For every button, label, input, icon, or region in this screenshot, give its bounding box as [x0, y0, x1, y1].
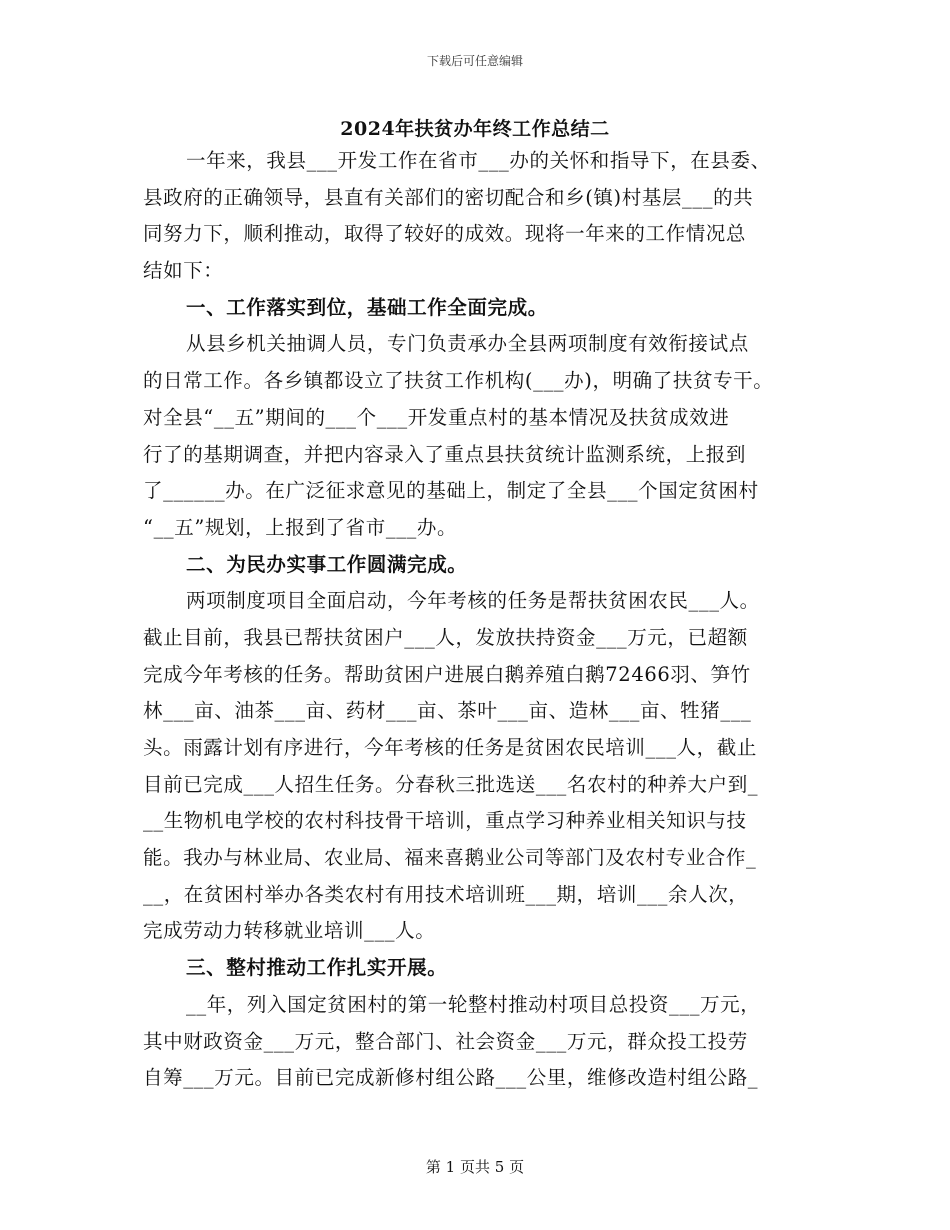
body-text-line: 从县乡机关抽调人员，专门负责承办全县两项制度有效衔接试点 [186, 332, 749, 356]
body-text-line: 目前已完成___人招生任务。分春秋三批选送___名农村的种养大户到_ [143, 772, 759, 796]
body-text-line: 对全县“__五”期间的___个___开发重点村的基本情况及扶贫成效进 [143, 405, 730, 429]
body-text-line: __生物机电学校的农村科技骨干培训，重点学习种养业相关知识与技 [143, 809, 747, 833]
body-text-line: __，在贫困村举办各类农村有用技术培训班___期，培训___余人次， [143, 882, 749, 906]
body-text-line: 自筹___万元。目前已完成新修村组公路___公里，维修改造村组公路_ [143, 1066, 759, 1090]
section-heading: 二、为民办实事工作圆满完成。 [186, 552, 468, 576]
body-text-line: 结如下： [143, 259, 224, 283]
body-text-line: 同努力下，顺利推动，取得了较好的成效。现将一年来的工作情况总 [143, 222, 747, 246]
body-text-line: 其中财政资金___万元，整合部门、社会资金___万元，群众投工投劳 [143, 1029, 748, 1053]
document-body [143, 143, 823, 1097]
body-text-line: 林___亩、油茶___亩、药材___亩、茶叶___亩、造林___亩、牲猪___ [143, 699, 752, 723]
section-heading: 一、工作落实到位，基础工作全面完成。 [186, 295, 548, 319]
body-text-line: “__五”规划，上报到了省市___办。 [143, 515, 458, 539]
body-text-line: 头。雨露计划有序进行，今年考核的任务是贫困农民培训___人，截止 [143, 736, 757, 759]
body-text-line: 完成今年考核的任务。帮助贫困户进展白鹅养殖白鹅72466羽、笋竹 [143, 662, 751, 686]
body-text-line: 完成劳动力转移就业培训___人。 [143, 919, 436, 943]
body-text-line: 能。我办与林业局、农业局、福来喜鹅业公司等部门及农村专业合作_ [143, 846, 757, 870]
page-number: 第 1 页共 5 页 [425, 1158, 525, 1176]
body-text-line: 两项制度项目全面启动，今年考核的任务是帮扶贫困农民___人。 [186, 589, 760, 613]
body-text-line: 了______办。在广泛征求意见的基础上，制定了全县___个国定贫困村 [143, 479, 759, 503]
body-text-line: 截止目前，我县已帮扶贫困户___人，发放扶持资金___万元，已超额 [143, 625, 748, 649]
body-text-line: __年，列入国定贫困村的第一轮整村推动村项目总投资___万元， [186, 992, 761, 1016]
body-text-line: 行了的基期调查，并把内容录入了重点县扶贫统计监测系统，上报到 [143, 442, 747, 466]
page-header-note: 下载后可任意编辑 [426, 54, 523, 68]
body-text-line: 县政府的正确领导，县直有关部们的密切配合和乡(镇)村基层___的共 [143, 185, 754, 209]
body-text-line: 一年来，我县___开发工作在省市___办的关怀和指导下，在县委、 [186, 149, 771, 172]
body-text-line: 的日常工作。各乡镇都设立了扶贫工作机构(___办)，明确了扶贫专干。 [143, 369, 774, 393]
document-title: 2024年扶贫办年终工作总结二 [340, 118, 610, 140]
section-heading: 三、整村推动工作扎实开展。 [186, 956, 448, 980]
